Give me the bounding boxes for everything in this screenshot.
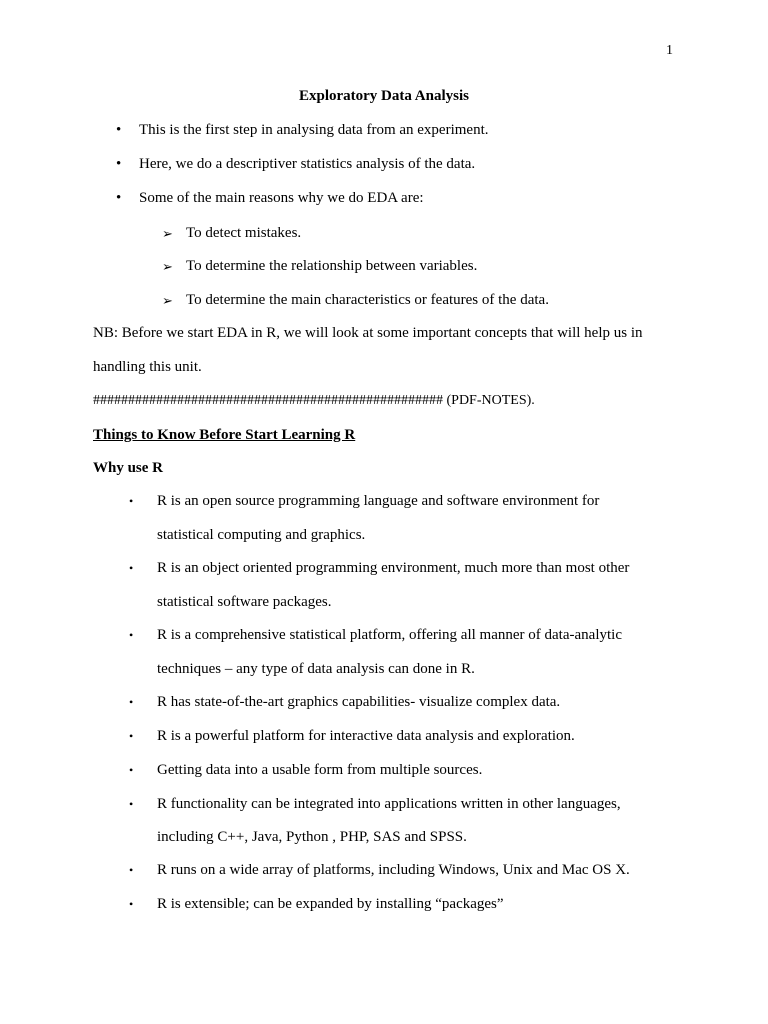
why-r-line-5: R is a comprehensive statistical platform, offering all manner of data-analytic <box>157 627 622 643</box>
why-r-line-6: techniques – any type of data analysis can done in R. <box>157 661 475 677</box>
why-r-line-3: R is an object oriented programming environment, much more than most other <box>157 560 630 576</box>
arrow-bullet-icon: ➢ <box>162 293 173 308</box>
why-r-line-7: R has state-of-the-art graphics capabilities- visualize complex data. <box>157 694 561 710</box>
bullet-icon: • <box>116 122 122 138</box>
eda-reason-1: To detect mistakes. <box>186 225 302 241</box>
eda-reason-2: To determine the relationship between variables. <box>186 258 478 274</box>
bullet-icon: • <box>129 897 134 911</box>
intro-bullet-1: This is the first step in analysing data from an experiment. <box>139 122 489 138</box>
bullet-icon: • <box>129 863 134 877</box>
why-r-line-11: including C++, Java, Python , PHP, SAS and SPSS. <box>157 829 467 845</box>
bullet-icon: • <box>129 628 134 642</box>
bullet-icon: • <box>129 695 134 709</box>
subheading: Why use R <box>93 460 164 476</box>
page-number: 1 <box>666 43 673 58</box>
intro-bullet-3: Some of the main reasons why we do EDA are: <box>139 190 424 206</box>
why-r-line-4: statistical software packages. <box>157 594 332 610</box>
intro-bullet-2: Here, we do a descriptiver statistics analysis of the data. <box>139 156 476 172</box>
nb-line-1: NB: Before we start EDA in R, we will look at some important concepts that will help us in <box>93 325 643 341</box>
bullet-icon: • <box>116 190 122 206</box>
divider-line: ################################################## (PDF-NOTES). <box>93 393 535 408</box>
document-title: Exploratory Data Analysis <box>298 88 469 104</box>
nb-line-2: handling this unit. <box>93 359 202 375</box>
why-r-line-8: R is a powerful platform for interactive data analysis and exploration. <box>157 728 575 744</box>
why-r-line-10: R functionality can be integrated into applications written in other languages, <box>157 796 621 812</box>
why-r-line-12: R runs on a wide array of platforms, including Windows, Unix and Mac OS X. <box>157 862 630 878</box>
why-r-line-2: statistical computing and graphics. <box>157 527 366 543</box>
arrow-bullet-icon: ➢ <box>162 259 173 274</box>
eda-reason-3: To determine the main characteristics or features of the data. <box>186 292 549 308</box>
why-r-line-1: R is an open source programming language and software environment for <box>157 493 600 509</box>
bullet-icon: • <box>129 763 134 777</box>
bullet-icon: • <box>129 561 134 575</box>
section-heading: Things to Know Before Start Learning R <box>93 427 356 443</box>
arrow-bullet-icon: ➢ <box>162 226 173 241</box>
bullet-icon: • <box>116 156 122 172</box>
why-r-line-13: R is extensible; can be expanded by installing “packages” <box>157 896 504 912</box>
bullet-icon: • <box>129 494 134 508</box>
bullet-icon: • <box>129 797 134 811</box>
why-r-line-9: Getting data into a usable form from multiple sources. <box>157 762 483 778</box>
bullet-icon: • <box>129 729 134 743</box>
